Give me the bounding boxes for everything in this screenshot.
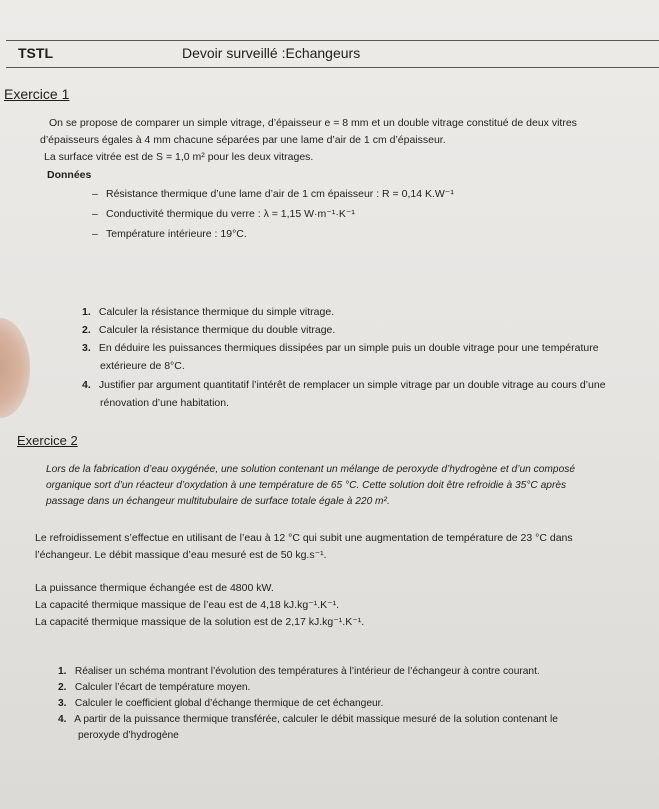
ex2-intro-line: passage dans un échangeur multitubulaire de surface totale égale à 220 m². — [46, 496, 390, 507]
ex1-question-2: 2. Calculer la résistance thermique du double vitrage. — [82, 324, 336, 336]
data-heading: Données — [47, 169, 92, 181]
ex2-question-4-cont: peroxyde d’hydrogène — [78, 730, 179, 741]
ex2-cooling-line: l’échangeur. Le débit massique d’eau mesuré est de 50 kg.s⁻¹. — [35, 549, 327, 561]
ex1-intro-line: La surface vitrée est de S = 1,0 m² pour les deux vitrages. — [44, 151, 314, 163]
ex2-cooling-line: Le refroidissement s’effectue en utilisant de l’eau à 12 °C qui subit une augmentation de température de 23 °C dans — [35, 532, 573, 544]
ex1-intro-line: On se propose de comparer un simple vitrage, d’épaisseur e = 8 mm et un double vitrage constitué de deux vitres — [49, 117, 577, 129]
ex1-question-4-cont: rénovation d’une habitation. — [100, 397, 230, 409]
ex1-question-1: 1. Calculer la résistance thermique du simple vitrage. — [82, 306, 335, 318]
ex1-intro-line: d’épaisseurs égales à 4 mm chacune séparées par une lame d’air de 1 cm d’épaisseur. — [40, 134, 446, 146]
ex2-question-3: 3. Calculer le coefficient global d’échange thermique de cet échangeur. — [58, 698, 384, 709]
ex1-question-3-cont: extérieure de 8°C. — [100, 360, 185, 372]
ex2-fact: La puissance thermique échangée est de 4800 kW. — [35, 582, 274, 594]
data-item: – Résistance thermique d’une lame d’air de 1 cm épaisseur : R = 0,14 K.W⁻¹ — [92, 188, 454, 200]
class-label: TSTL — [18, 45, 53, 61]
exercise-1-heading: Exercice 1 — [4, 86, 70, 102]
ex1-question-4: 4. Justifier par argument quantitatif l’intérêt de remplacer un simple vitrage par un double vitrage au cours d’une — [82, 379, 606, 391]
ex1-question-3: 3. En déduire les puissances thermiques dissipées par un simple puis un double vitrage pour une température — [82, 342, 599, 354]
exercise-2-heading: Exercice 2 — [17, 433, 78, 448]
ex2-question-4: 4. A partir de la puissance thermique transférée, calculer le débit massique mesuré de la solution contenant le — [58, 714, 558, 725]
data-item: – Conductivité thermique du verre : λ = 1,15 W·m⁻¹·K⁻¹ — [92, 208, 355, 220]
ex2-intro-line: Lors de la fabrication d’eau oxygénée, une solution contenant un mélange de peroxyde d’hydrogène et d’un composé — [46, 464, 575, 475]
ex2-question-1: 1. Réaliser un schéma montrant l’évolution des températures à l’intérieur de l’échangeur à contre courant. — [58, 666, 540, 677]
ex2-question-2: 2. Calculer l’écart de température moyen. — [58, 682, 251, 693]
data-item: – Température intérieure : 19°C. — [92, 228, 247, 240]
ex2-intro-line: organique sort d’un réacteur d’oxydation à une température de 65 °C. Cette solution doit être refroidie à 35°C après — [46, 480, 567, 491]
document-title: Devoir surveillé :Echangeurs — [182, 45, 361, 61]
finger-shadow — [0, 318, 30, 418]
ex2-fact: La capacité thermique massique de l’eau est de 4,18 kJ.kg⁻¹.K⁻¹. — [35, 599, 340, 611]
ex2-fact: La capacité thermique massique de la solution est de 2,17 kJ.kg⁻¹.K⁻¹. — [35, 616, 365, 628]
